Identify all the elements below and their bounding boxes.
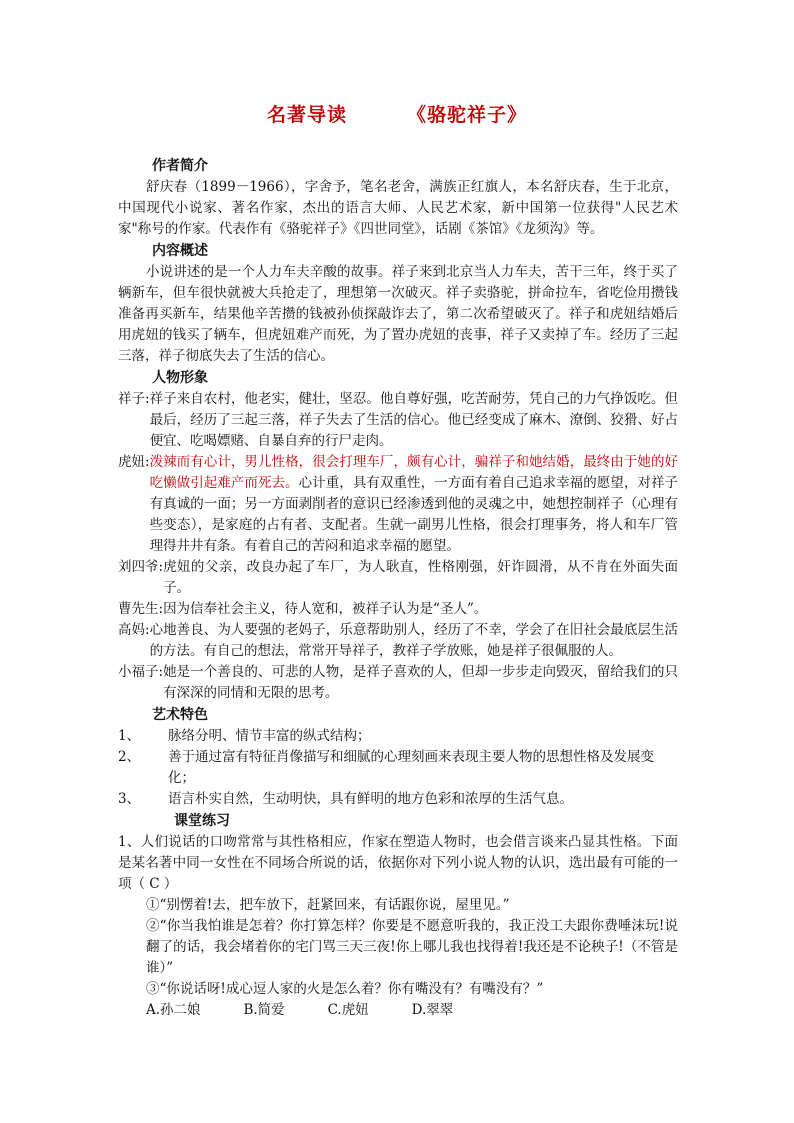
art-number: 3、: [118, 791, 141, 807]
character-entry: [118, 389, 678, 452]
character-text: 泼辣而有心计，男儿性格，很会打理车厂，颇有心计，骗祥子和她结婚，最终由于她的好吃懒做引起难产而死去。心计重，具有双重性，一方面有着自己追求幸福的愿望，对祥子有真诚的一面；另一方面剥削者的意识已经渗透到他的灵魂之中，她想控制祥子（心理有些变态），是家庭的占有者、支配者。生就一副男儿性格，很会打理事务，将人和车厂管理得井井有条。有着自己的苦闷和追求幸福的愿望。: [149, 454, 679, 554]
art-item: [118, 726, 678, 747]
character-entry: [118, 557, 678, 599]
title-part-2: 《骆驼祥子》: [407, 104, 528, 126]
art-text: 脉络分明、情节丰富的纵式结构；: [168, 728, 371, 744]
character-text: 她是一个善良的、可悲的人物，是祥子喜欢的人，但却一步步走向毁灭，留给我们的只有深深的同情和无限的思考。: [163, 664, 678, 701]
character-label: 曹先生:: [118, 601, 164, 617]
title-part-1: 名著导读: [266, 104, 347, 126]
quote-option-3: ③“你说话呀!成心逗人家的火是怎么着？你有嘴没有？有嘴没有？”: [146, 981, 544, 997]
summary-heading: 内容概述: [152, 243, 208, 259]
character-label: 高妈:: [118, 622, 150, 638]
character-entry: [118, 662, 678, 704]
character-entry: [118, 620, 678, 662]
art-text: 善于通过富有特征肖像描写和细腻的心理刻画来表现主要人物的思想性格及发展变化；: [168, 749, 654, 786]
art-item: [118, 747, 678, 789]
characters-heading: 人物形象: [152, 370, 208, 386]
art-heading: 艺术特色: [152, 707, 208, 723]
quote-option-1: ①“别愣着!去，把车放下，赶紧回来，有话跟你说，屋里见。”: [146, 897, 510, 913]
character-text: 祥子来自农村，他老实，健壮，坚忍。他自尊好强，吃苦耐劳，凭自己的力气挣饭吃。但最后，经历了三起三落，祥子失去了生活的信心。他已经变成了麻木、潦倒、狡猾、好占便宜、吃喝嫖赌、自暴自弃的行尸走肉。: [149, 391, 678, 449]
character-text: 虎妞的父亲，改良办起了车厂，为人耿直，性格刚强，奸诈圆滑，从不肯在外面失面子。: [163, 559, 678, 596]
art-text: 语言朴实自然，生动明快，具有鲜明的地方色彩和浓厚的生活气息。: [168, 791, 573, 807]
practice-question: 1、人们说话的口吻常常与其性格相应，作家在塑造人物时，也会借言谈来凸显其性格。下面是某名著中同一女性在不同场合所说的话，依据你对下列小说人物的认识，选出最有可能的一项（ C ）: [118, 834, 678, 892]
art-number: 2、: [118, 749, 141, 765]
quote-option-2: ②“你当我怕谁是怎着？你打算怎样？你要是不愿意听我的，我正没工夫跟你费唾沫玩!说翻了的话，我会堵着你的宅门骂三天三夜!你上哪儿我也找得着!我还是不论秧子!（不管是谁）”: [146, 918, 678, 976]
character-entry: [118, 452, 678, 557]
author-paragraph: 舒庆春（1899－1966），字舍予，笔名老舍，满族正红旗人，本名舒庆春，生于北京，中国现代小说家、著名作家，杰出的语言大师、人民艺术家，新中国第一位获得"人民艺术家"称号的作家。代表作有《骆驼祥子》《四世同堂》，话剧《茶馆》《龙须沟》等。: [118, 179, 678, 237]
art-number: 1、: [118, 728, 141, 744]
character-label: 小福子:: [118, 664, 164, 680]
character-label: 虎妞:: [118, 454, 150, 470]
document-body: [118, 155, 678, 1021]
answer-choices: A.孙二娘 B.简爱 C.虎妞 D.翠翠: [146, 1002, 454, 1018]
art-item: [118, 789, 678, 810]
character-text: 因为信奉社会主义，待人宽和，被祥子认为是“圣人”。: [163, 601, 488, 617]
summary-paragraph: 小说讲述的是一个人力车夫辛酸的故事。祥子来到北京当人力车夫，苦干三年，终于买了辆新车，但车很快就被大兵抢走了，理想第一次破灭。祥子卖骆驼，拼命拉车，省吃俭用攒钱准备再买新车，结果他辛苦攒的钱被孙侦探敲诈去了，第二次希望破灭了。祥子和虎妞结婚后用虎妞的钱买了辆车，但虎妞难产而死，为了置办虎妞的丧事，祥子又卖掉了车。经历了三起三落，祥子彻底失去了生活的信心。: [118, 264, 678, 364]
practice-heading: 课堂练习: [174, 813, 230, 829]
character-text: 心地善良、为人要强的老妈子，乐意帮助别人，经历了不幸，学会了在旧社会最底层生活的方法。有自己的想法，常常开导祥子，教祥子学放账，她是祥子很佩服的人。: [149, 622, 678, 659]
character-label: 祥子:: [118, 391, 150, 407]
author-heading: 作者简介: [152, 158, 208, 174]
character-entry: [118, 599, 678, 620]
highlighted-text: 泼辣而有心计，男儿性格，很会打理车厂，颇有心计，骗祥子和她结婚，最终由于她的好吃懒做引起难产而死去。: [149, 454, 678, 491]
page-title: [0, 100, 794, 127]
character-label: 刘四爷:: [118, 559, 164, 575]
